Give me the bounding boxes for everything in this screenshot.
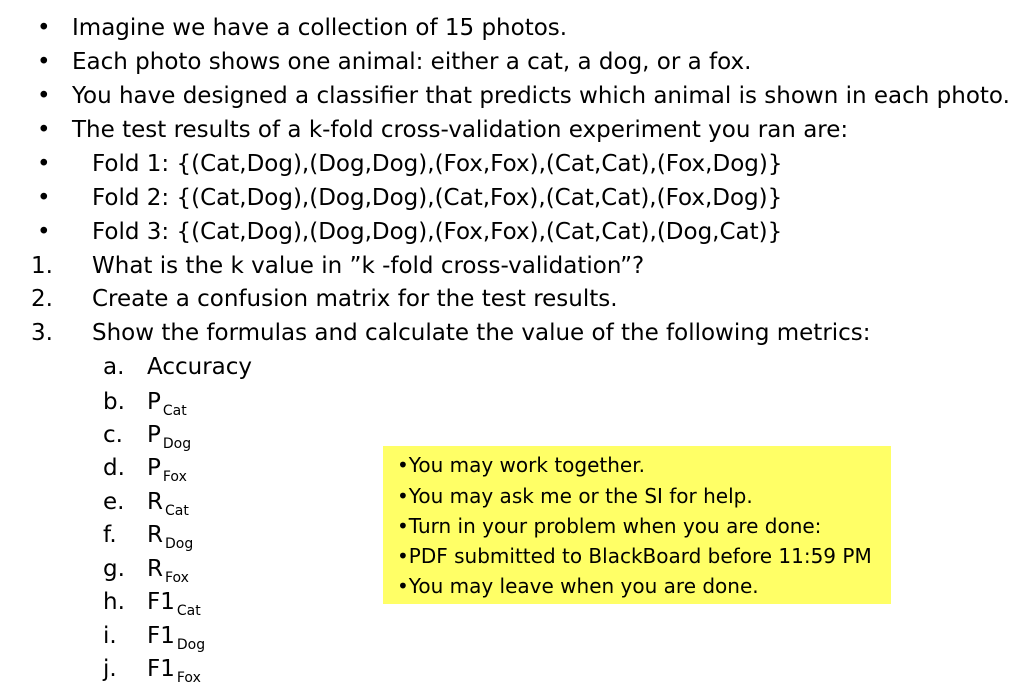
metric-name: Accuracy — [147, 354, 253, 380]
bullet-text: The test results of a k-fold cross-validation experiment you ran are: — [72, 117, 849, 143]
metric-letter: f. — [103, 522, 117, 548]
metric-name: P $_{Dog}$ — [147, 422, 192, 452]
bullet-text: Fold 3: {(Cat,Dog),(Dog,Dog),(Fox,Fox),(Cat,Cat),(Dog,Cat)} — [92, 219, 783, 245]
metric-letter: e. — [103, 489, 125, 515]
note-text: You may leave when you are done. — [408, 574, 759, 598]
note-bullet: • — [397, 484, 409, 508]
bullet-glyph: • — [37, 219, 51, 245]
metric-name: F1 $_{Cat}$ — [147, 589, 201, 619]
bullet-glyph: • — [37, 151, 51, 177]
metric-letter: i. — [103, 623, 117, 649]
note-text: You may work together. — [408, 453, 645, 477]
metric-name: R $_{Dog}$ — [147, 522, 194, 552]
note-bullet: • — [397, 514, 409, 538]
metric-name: R $_{Fox}$ — [147, 556, 189, 586]
metric-letter: g. — [103, 556, 125, 582]
metric-name: R $_{Cat}$ — [147, 489, 189, 519]
question-text: Show the formulas and calculate the value of the following metrics: — [92, 320, 871, 346]
note-text: Turn in your problem when you are done: — [408, 514, 822, 538]
note-item — [397, 483, 753, 509]
bullet-text: Imagine we have a collection of 15 photos. — [72, 15, 568, 41]
metric-subscript: Cat — [176, 603, 201, 619]
metric-letter: c. — [103, 422, 123, 448]
metric-subscript: Fox — [164, 570, 189, 586]
note-text: PDF submitted to BlackBoard before 11:59 PM — [408, 544, 872, 568]
question-text: What is the k value in ”k -fold cross-validation”? — [92, 253, 645, 279]
metric-subscript: Fox — [176, 670, 201, 686]
bullet-glyph: • — [37, 117, 51, 143]
metric-subscript: Dog — [162, 436, 192, 452]
note-bullet: • — [397, 544, 409, 568]
metric-name: F1 $_{Fox}$ — [147, 656, 201, 686]
metric-subscript: Fox — [162, 469, 187, 485]
question-number: 1. — [31, 253, 53, 279]
metric-letter: a. — [103, 354, 125, 380]
note-bullet: • — [397, 453, 409, 477]
note-item — [397, 452, 645, 478]
question-number: 3. — [31, 320, 53, 346]
note-item — [397, 513, 821, 539]
question-text: Create a confusion matrix for the test results. — [92, 286, 618, 312]
metric-subscript: Cat — [162, 403, 187, 419]
bullet-glyph: • — [37, 185, 51, 211]
note-box — [383, 446, 891, 604]
metric-letter: h. — [103, 589, 125, 615]
bullet-glyph: • — [37, 83, 51, 109]
metric-letter: b. — [103, 389, 125, 415]
metric-name: P $_{Cat}$ — [147, 389, 187, 419]
bullet-glyph: • — [37, 49, 51, 75]
note-bullet: • — [397, 574, 409, 598]
metric-subscript: Dog — [164, 536, 194, 552]
note-item — [397, 573, 759, 599]
metric-letter: d. — [103, 455, 125, 481]
bullet-text: Fold 2: {(Cat,Dog),(Dog,Dog),(Cat,Fox),(Cat,Cat),(Fox,Dog)} — [92, 185, 783, 211]
question-number: 2. — [31, 286, 53, 312]
bullet-text: Fold 1: {(Cat,Dog),(Dog,Dog),(Fox,Fox),(Cat,Cat),(Fox,Dog)} — [92, 151, 783, 177]
metric-subscript: Dog — [176, 637, 206, 653]
bullet-text: Each photo shows one animal: either a cat, a dog, or a fox. — [72, 49, 752, 75]
note-item — [397, 543, 872, 569]
metric-name: F1 $_{Dog}$ — [147, 623, 206, 653]
bullet-text: You have designed a classifier that predicts which animal is shown in each photo. — [72, 83, 1010, 109]
bullet-glyph: • — [37, 15, 51, 41]
metric-subscript: Cat — [164, 503, 189, 519]
note-text: You may ask me or the SI for help. — [408, 484, 753, 508]
metric-name: P $_{Fox}$ — [147, 455, 187, 485]
metric-letter: j. — [103, 656, 117, 682]
